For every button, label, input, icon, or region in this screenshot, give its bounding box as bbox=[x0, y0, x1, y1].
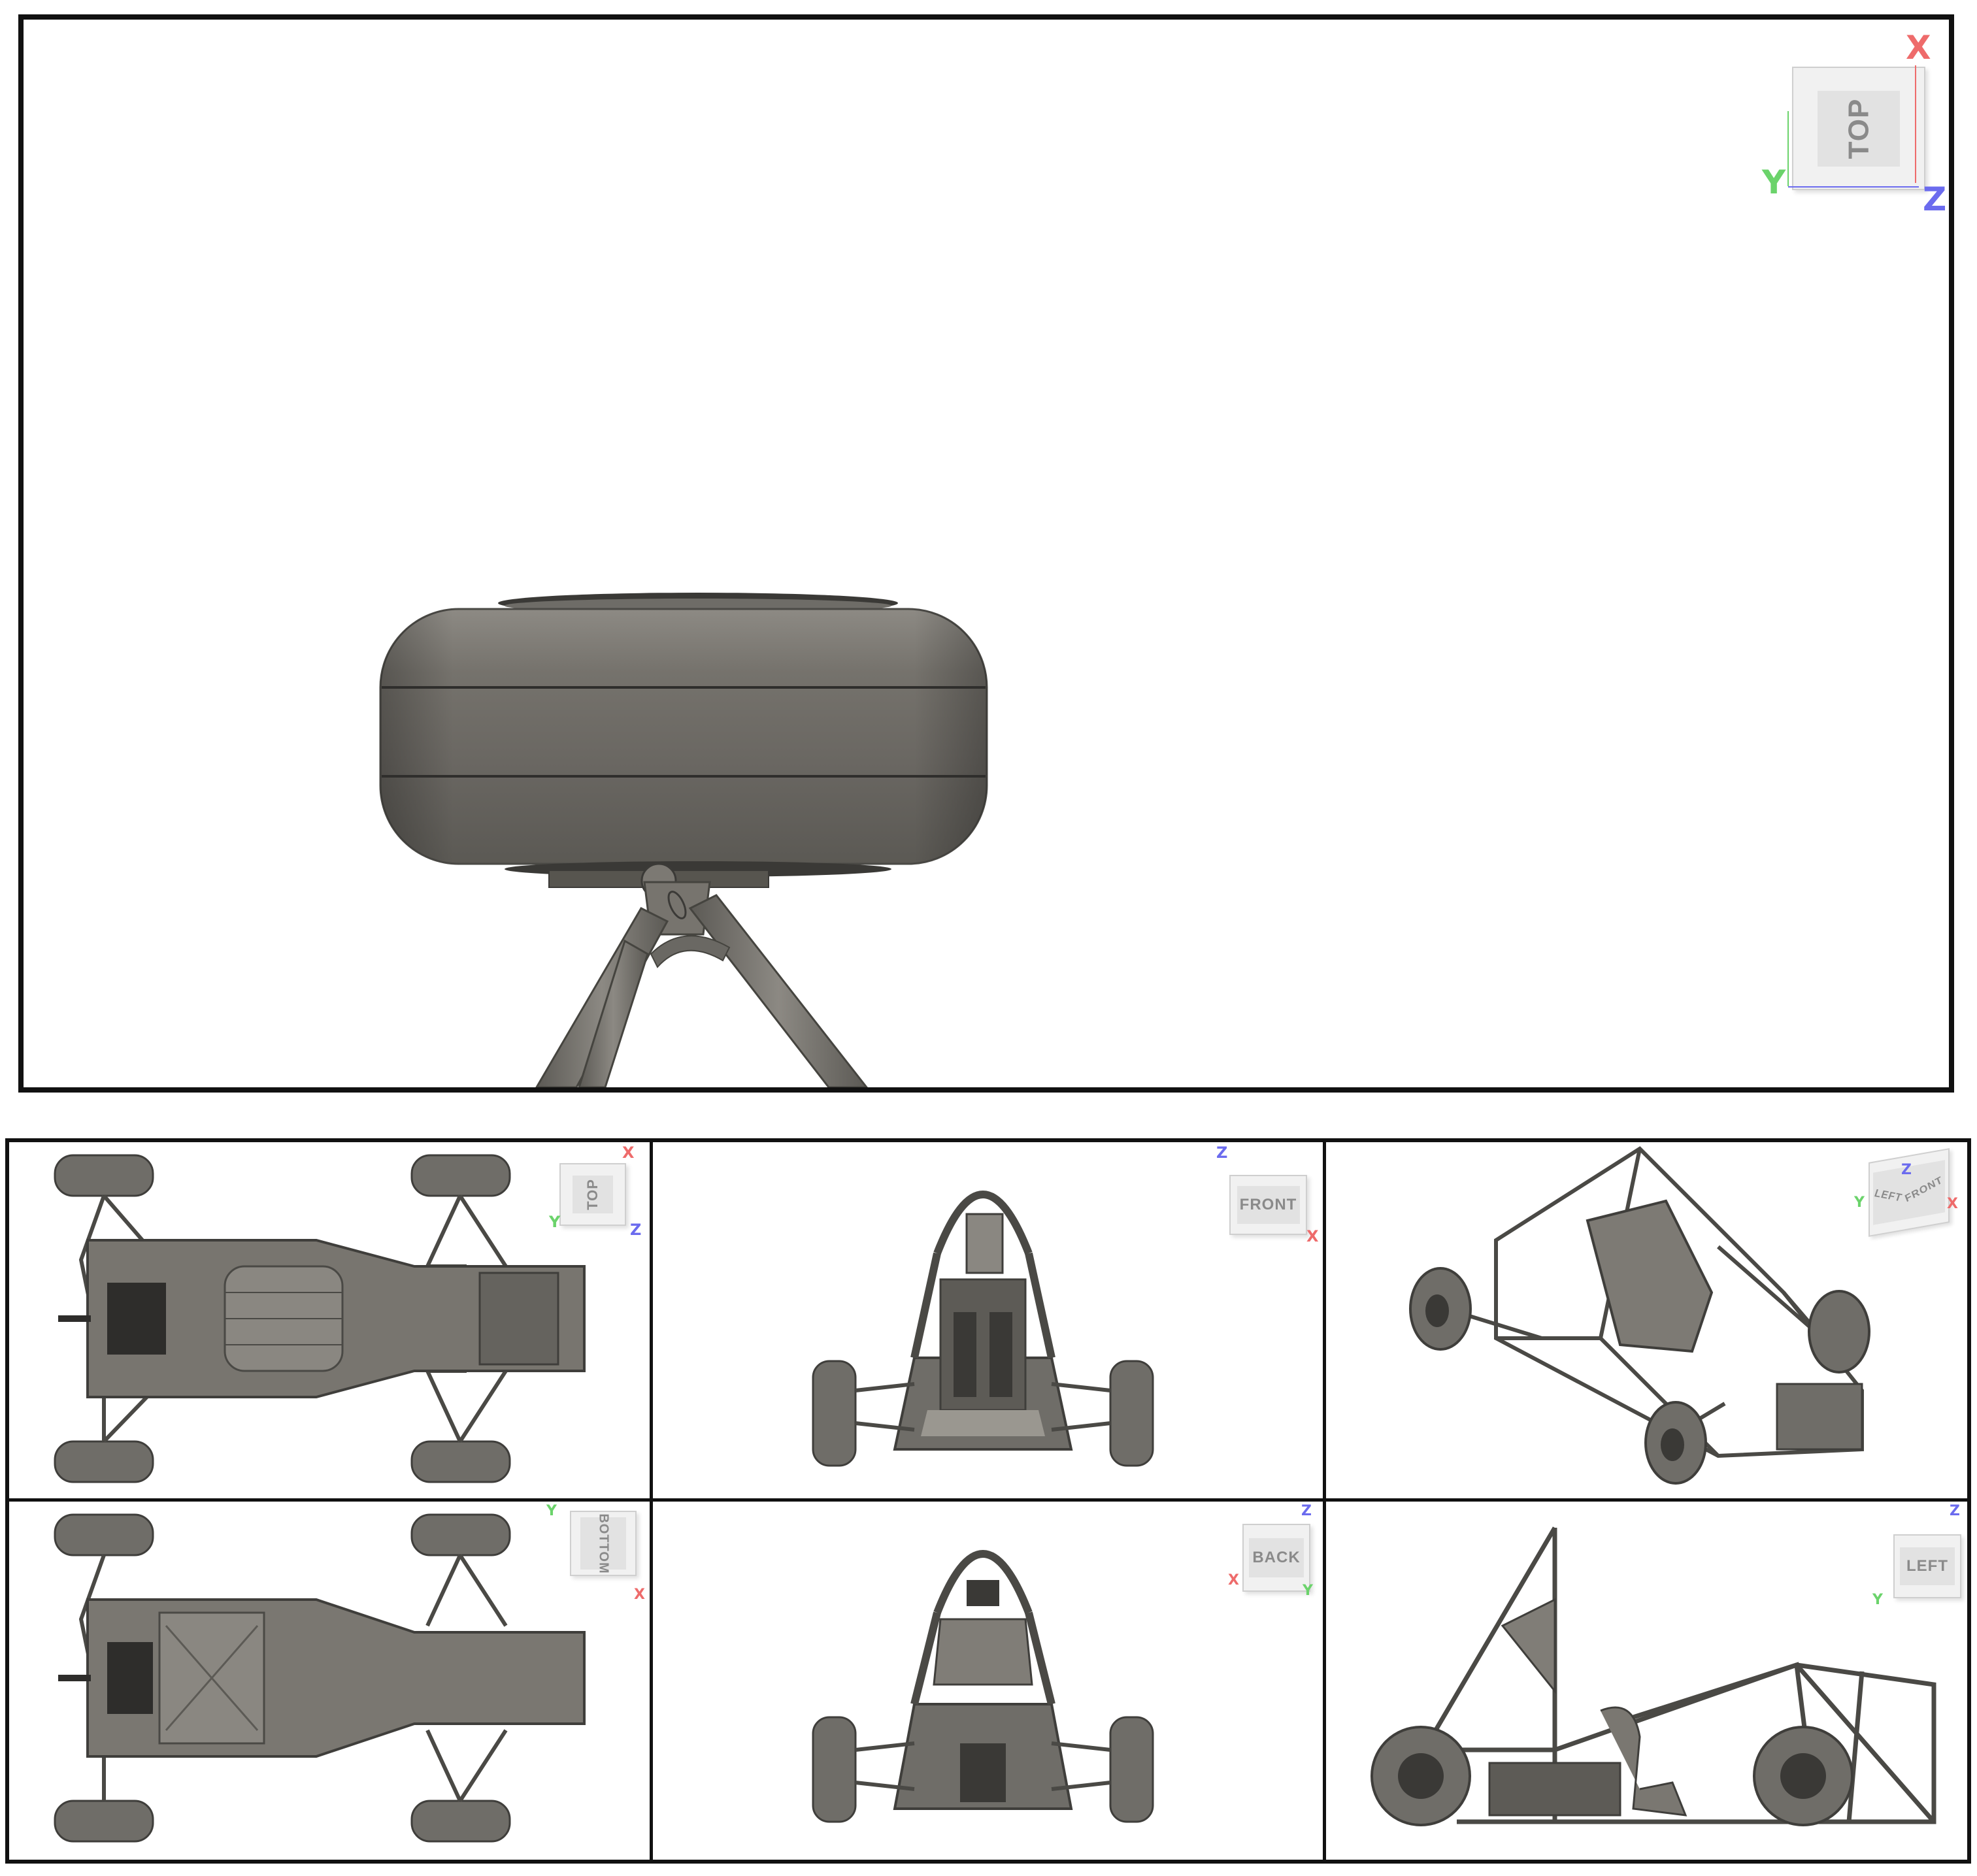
thumb-left-cube-label: LEFT bbox=[1906, 1557, 1948, 1575]
thumb-left-axis-y: Y bbox=[1872, 1592, 1883, 1608]
thumb-iso-axis-y: Y bbox=[1854, 1194, 1865, 1211]
car-left-model bbox=[1326, 1502, 1967, 1860]
thumb-bottom-axis-x: X bbox=[634, 1587, 645, 1603]
tire-model[interactable] bbox=[24, 20, 1949, 1087]
thumb-iso-axis-x: X bbox=[1947, 1196, 1958, 1212]
thumb-front-view[interactable] bbox=[653, 1142, 1326, 1502]
thumb-iso-axis-z: Z bbox=[1901, 1162, 1912, 1178]
thumb-bottom-cube-label: BOTTOM bbox=[596, 1513, 611, 1574]
car-top-model bbox=[9, 1142, 653, 1502]
main-viewport[interactable] bbox=[18, 14, 1954, 1093]
thumb-iso-cube-label-front: FRONT bbox=[1904, 1174, 1945, 1205]
thumb-back-view[interactable] bbox=[653, 1502, 1326, 1860]
thumb-top-axis-z: Z bbox=[630, 1221, 642, 1239]
car-back-model bbox=[653, 1502, 1326, 1860]
thumb-back-axis-y: Y bbox=[1303, 1583, 1313, 1599]
thumb-top-axis-y: Y bbox=[549, 1213, 561, 1231]
thumb-top-cube-label: TOP bbox=[584, 1179, 601, 1210]
thumbnail-grid bbox=[5, 1138, 1971, 1864]
thumb-bottom-axis-y: Y bbox=[546, 1503, 557, 1519]
thumb-back-cube-label: BACK bbox=[1252, 1549, 1301, 1566]
lower-arm-right bbox=[690, 895, 867, 1087]
axis-y-label: Y bbox=[1762, 163, 1786, 201]
thumb-left-view-cube[interactable] bbox=[1893, 1534, 1961, 1598]
thumb-left-axis-z: Z bbox=[1950, 1503, 1960, 1519]
thumb-bottom-view[interactable] bbox=[9, 1502, 653, 1860]
thumb-front-view-cube[interactable] bbox=[1229, 1175, 1307, 1235]
axis-x-label: X bbox=[1906, 29, 1931, 67]
thumb-back-axis-x: X bbox=[1228, 1572, 1239, 1588]
thumb-front-cube-label: FRONT bbox=[1239, 1196, 1297, 1213]
axis-z-label: Z bbox=[1923, 180, 1947, 218]
thumb-left-view[interactable] bbox=[1326, 1502, 1967, 1860]
view-cube-face-label: TOP bbox=[1842, 98, 1874, 159]
thumb-top-axis-x: X bbox=[622, 1144, 635, 1162]
car-bottom-model bbox=[9, 1502, 653, 1860]
thumb-back-axis-z: Z bbox=[1301, 1503, 1312, 1519]
car-front-model bbox=[653, 1142, 1326, 1502]
thumb-isometric-view[interactable] bbox=[1326, 1142, 1967, 1502]
thumb-back-view-cube[interactable] bbox=[1242, 1524, 1310, 1592]
thumb-top-view[interactable] bbox=[9, 1142, 653, 1502]
thumb-bottom-view-cube[interactable] bbox=[570, 1511, 637, 1576]
thumb-front-axis-x: X bbox=[1306, 1227, 1319, 1245]
thumb-iso-cube-label-left: LEFT bbox=[1873, 1187, 1904, 1204]
thumb-front-axis-z: Z bbox=[1216, 1144, 1228, 1162]
thumb-top-view-cube[interactable] bbox=[559, 1163, 626, 1226]
axis-lines bbox=[1782, 59, 1932, 196]
